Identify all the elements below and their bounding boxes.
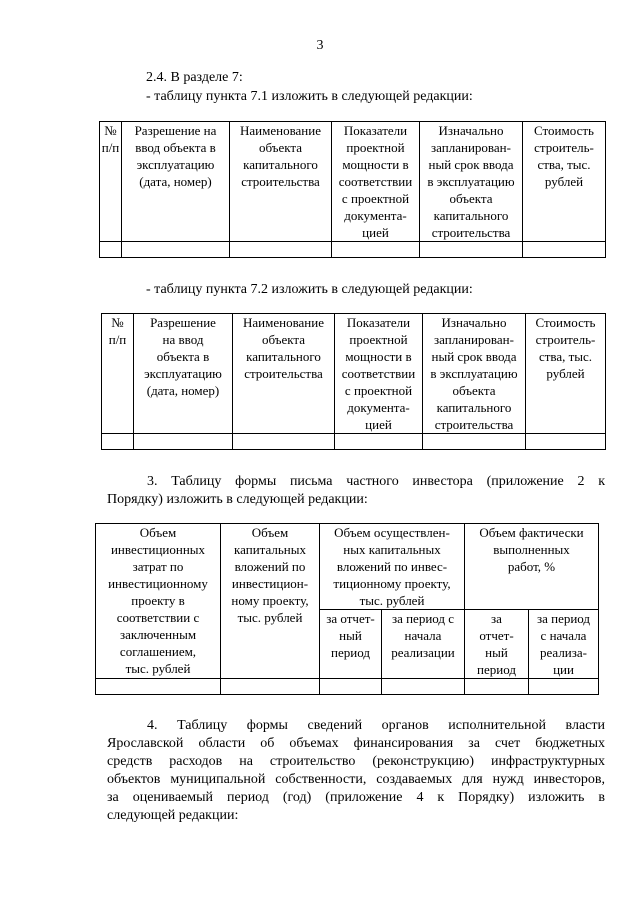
cell-text-line: объекта: [258, 140, 303, 155]
subheader-cell-reporting-period: [320, 610, 382, 679]
cell-text-line: объекта: [261, 332, 306, 347]
header-cell-planned-date: [423, 314, 526, 434]
cell-text-line: период: [331, 645, 370, 660]
paragraph-line: объектов муниципальной собственности, создаваемых для нужд инвесторов,: [107, 772, 605, 787]
table-cell: [230, 242, 332, 258]
cell-text-line: за: [491, 611, 502, 626]
paragraph-line: Порядку) изложить в следующей редакции:: [107, 492, 368, 507]
cell-text-line: Разрешение на: [134, 123, 217, 138]
cell-text-line: (дата, номер): [139, 174, 212, 189]
table-header-row: [102, 314, 606, 434]
cell-text-line: период: [477, 662, 516, 677]
cell-text-line: за период: [536, 611, 591, 626]
table-header-row: [96, 524, 599, 610]
header-cell-group-actual-works: [465, 524, 599, 610]
cell-text-line: рублей: [544, 174, 584, 189]
cell-text-line: с проектной: [341, 191, 410, 206]
cell-text-line: документа-: [344, 208, 407, 223]
cell-text-line: Объем фактически: [479, 525, 584, 540]
cell-text-line: ства, тыс.: [537, 157, 591, 172]
paragraph-line: Ярославской области об объемах финансирования за счет бюджетных: [107, 736, 605, 751]
cell-text-line: инвестицион-: [231, 576, 309, 591]
subheader-cell-since-start: [382, 610, 465, 679]
cell-text-line: с проектной: [344, 383, 413, 398]
table-row: [102, 434, 606, 450]
header-cell-object-name: [233, 314, 335, 434]
table-cell: [382, 679, 465, 695]
cell-text-line: объекта в: [156, 349, 210, 364]
cell-text-line: №: [104, 123, 117, 138]
table-header-row: [100, 122, 606, 242]
paragraph-line: средств расходов на строительство (реконструкцию) инфраструктурных: [107, 754, 605, 769]
cell-text-line: капитального: [433, 208, 509, 223]
table-cell: [221, 679, 320, 695]
cell-text-line: Объем: [251, 525, 289, 540]
cell-text-line: соглашением,: [119, 644, 197, 659]
cell-text-line: п/п: [101, 140, 120, 155]
cell-text-line: Наименование: [243, 315, 324, 330]
cell-text-line: Разрешение: [150, 315, 216, 330]
table1-intro: - таблицу пункта 7.1 изложить в следующей редакции:: [146, 89, 473, 104]
cell-text-line: объекта: [449, 191, 493, 206]
header-cell-cost: [526, 314, 606, 434]
cell-text-line: работ, %: [507, 559, 556, 574]
paragraph-line: за оцениваемый период (год) (приложение 4 к Порядку) изложить в: [107, 790, 605, 805]
cell-text-line: строитель-: [535, 332, 596, 347]
table2-intro: - таблицу пункта 7.2 изложить в следующей редакции:: [146, 282, 473, 297]
table-cell: [332, 242, 420, 258]
section-heading: 2.4. В разделе 7:: [146, 70, 243, 85]
cell-text-line: проектной: [346, 140, 405, 155]
cell-text-line: объекта: [452, 383, 496, 398]
cell-text-line: запланирован-: [434, 332, 514, 347]
table-row: [96, 679, 599, 695]
cell-text-line: мощности в: [345, 349, 412, 364]
cell-text-line: строительства: [241, 174, 320, 189]
cell-text-line: цией: [362, 225, 389, 240]
cell-text-line: ный: [485, 645, 508, 660]
cell-text-line: отчет-: [479, 628, 514, 643]
table-cell: [320, 679, 382, 695]
cell-text-line: за период с: [391, 611, 455, 626]
cell-text-line: вложений по: [234, 559, 306, 574]
cell-text-line: капитального: [246, 349, 321, 364]
cell-text-line: с начала: [540, 628, 587, 643]
table-cell: [102, 434, 134, 450]
cell-text-line: запланирован-: [431, 140, 511, 155]
header-cell-number: [100, 122, 122, 242]
table-row: [100, 242, 606, 258]
header-cell-group-completed-investments: [320, 524, 465, 610]
cell-text-line: Наименование: [240, 123, 321, 138]
cell-text-line: соответствии: [338, 174, 413, 189]
cell-text-line: Объем осуществлен-: [334, 525, 450, 540]
header-cell-capital-investments: [221, 524, 320, 679]
cell-text-line: Объем: [139, 525, 177, 540]
cell-text-line: Изначально: [438, 123, 504, 138]
cell-text-line: тыс. рублей: [125, 661, 191, 676]
cell-text-line: №: [111, 315, 124, 330]
cell-text-line: соответствии: [341, 366, 416, 381]
cell-text-line: ства, тыс.: [538, 349, 593, 364]
header-cell-cost: [523, 122, 606, 242]
cell-text-line: капитального: [436, 400, 512, 415]
table-cell: [420, 242, 523, 258]
header-cell-capacity: [335, 314, 423, 434]
cell-text-line: строительства: [244, 366, 323, 381]
cell-text-line: Стоимость: [535, 315, 596, 330]
cell-text-line: инвестиционных: [110, 542, 206, 557]
cell-text-line: Показатели: [343, 123, 408, 138]
table-7-2: [101, 313, 606, 450]
subheader-cell-reporting-period-works: [465, 610, 529, 679]
paragraph-4: [107, 717, 605, 825]
cell-text-line: выполненных: [493, 542, 570, 557]
header-cell-permit: [122, 122, 230, 242]
header-cell-investment-costs: [96, 524, 221, 679]
cell-text-line: ных капитальных: [343, 542, 441, 557]
cell-text-line: ный срок ввода: [431, 349, 517, 364]
paragraph-line: 4. Таблицу формы сведений органов исполнительной власти: [147, 718, 605, 733]
cell-text-line: затрат по: [132, 559, 184, 574]
cell-text-line: начала: [404, 628, 442, 643]
cell-text-line: рублей: [546, 366, 585, 381]
cell-text-line: ный срок ввода: [428, 157, 514, 172]
cell-text-line: заключенным: [119, 627, 197, 642]
table-cell: [526, 434, 606, 450]
cell-text-line: тыс. рублей: [359, 593, 425, 608]
cell-text-line: инвестиционному: [108, 576, 208, 591]
cell-text-line: строитель-: [534, 140, 594, 155]
cell-text-line: ции: [553, 662, 574, 677]
paragraph-line: следующей редакции:: [107, 808, 239, 823]
cell-text-line: проекту в: [131, 593, 185, 608]
cell-text-line: вложений по инвес-: [336, 559, 448, 574]
cell-text-line: капитального: [243, 157, 318, 172]
cell-text-line: ввод объекта в: [135, 140, 216, 155]
cell-text-line: в эксплуатацию: [430, 366, 518, 381]
table-cell: [134, 434, 233, 450]
cell-text-line: реализа-: [540, 645, 587, 660]
cell-text-line: на ввод: [162, 332, 204, 347]
header-cell-permit: [134, 314, 233, 434]
subheader-cell-since-start-works: [529, 610, 599, 679]
cell-text-line: Показатели: [346, 315, 411, 330]
paragraph-line: 3. Таблицу формы письма частного инвестора (приложение 2 к: [147, 474, 605, 489]
table-cell: [423, 434, 526, 450]
cell-text-line: Стоимость: [534, 123, 594, 138]
paragraph-3: [107, 473, 605, 509]
header-cell-object-name: [230, 122, 332, 242]
cell-text-line: мощности в: [342, 157, 409, 172]
cell-text-line: (дата, номер): [146, 383, 220, 398]
cell-text-line: в эксплуатацию: [427, 174, 515, 189]
table-cell: [529, 679, 599, 695]
cell-text-line: строительства: [431, 225, 511, 240]
cell-text-line: эксплуатацию: [136, 157, 215, 172]
table-cell: [96, 679, 221, 695]
cell-text-line: ный: [339, 628, 362, 643]
header-cell-planned-date: [420, 122, 523, 242]
cell-text-line: п/п: [108, 332, 127, 347]
cell-text-line: строительства: [434, 417, 514, 432]
table-7-1: [99, 121, 606, 258]
table-cell: [465, 679, 529, 695]
table-cell: [100, 242, 122, 258]
cell-text-line: реализации: [391, 645, 455, 660]
page-number: 3: [316, 38, 324, 53]
cell-text-line: Изначально: [441, 315, 507, 330]
table-cell: [233, 434, 335, 450]
cell-text-line: соответствии с: [116, 610, 200, 625]
cell-text-line: за отчет-: [326, 611, 375, 626]
cell-text-line: капитальных: [234, 542, 306, 557]
header-cell-number: [102, 314, 134, 434]
cell-text-line: эксплуатацию: [144, 366, 222, 381]
header-cell-capacity: [332, 122, 420, 242]
table-cell: [523, 242, 606, 258]
table-cell: [122, 242, 230, 258]
cell-text-line: цией: [365, 417, 392, 432]
cell-text-line: тыс. рублей: [237, 610, 303, 625]
table-cell: [335, 434, 423, 450]
cell-text-line: ному проекту,: [231, 593, 309, 608]
cell-text-line: проектной: [349, 332, 408, 347]
cell-text-line: тиционному проекту,: [333, 576, 451, 591]
cell-text-line: документа-: [347, 400, 410, 415]
table-investor-letter: [95, 523, 599, 695]
